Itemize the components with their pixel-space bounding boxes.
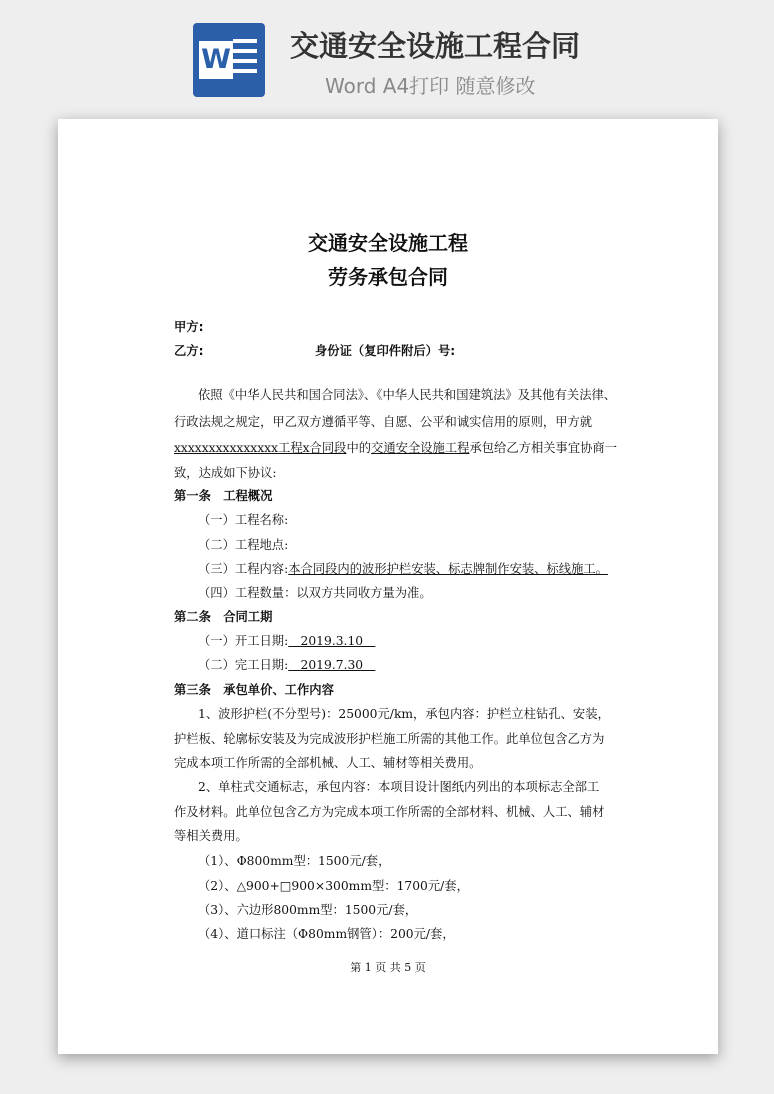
- start-date-line: [198, 632, 375, 650]
- article-1-item-4: （四）工程数量：以双方共同收方量为准。: [198, 586, 432, 600]
- para-1-line-3: 完成本项工作所需的全部机械、人工、辅材等相关费用。: [174, 756, 482, 770]
- price-item-3: （3）、六边形800mm型：1500元/套，: [198, 903, 418, 917]
- price-item-4: （4）、道口标注（Φ80mm钢管）：200元/套，: [198, 927, 455, 941]
- para-1-line-2: 护栏板、轮廓标安装及为完成波形护栏施工所需的其他工作。此单位包含乙方为: [174, 732, 605, 746]
- party-b-label: 乙方:: [174, 344, 204, 358]
- intro-line-3: [174, 439, 617, 457]
- banner-subtitle: Word A4打印 随意修改: [325, 74, 536, 98]
- project-type: 交通安全设施工程: [371, 441, 470, 455]
- start-date-value: 2019.3.10: [288, 634, 376, 648]
- article-1-heading: 第一条 工程概况: [174, 489, 273, 503]
- document-page: [58, 119, 718, 1054]
- price-item-1: （1）、Φ800mm型：1500元/套，: [198, 854, 391, 868]
- end-date-line: [198, 656, 375, 674]
- banner: [0, 0, 774, 110]
- word-document-icon: [193, 23, 265, 97]
- doc-title-line2: 劳务承包合同: [328, 265, 448, 289]
- party-a-label: 甲方:: [174, 320, 204, 334]
- article-1-item-3-value: 本合同段内的波形护栏安装、标志牌制作安装、标线施工。: [288, 562, 608, 576]
- end-date-value: 2019.7.30: [288, 658, 376, 672]
- word-icon-letter: W: [199, 41, 233, 79]
- intro-line-1: 依照《中华人民共和国合同法》、《中华人民共和国建筑法》及其他有关法律、: [198, 388, 617, 402]
- intro-connector: 中的: [346, 441, 372, 455]
- para-2-line-1: 2、单柱式交通标志，承包内容：本项目设计图纸内列出的本项标志全部工: [198, 780, 600, 794]
- intro-line-4: 致，达成如下协议:: [174, 466, 277, 480]
- doc-title-line1: 交通安全设施工程: [308, 231, 468, 255]
- article-1-item-3: [198, 560, 608, 578]
- id-card-label: 身份证（复印件附后）号:: [315, 344, 456, 358]
- start-date-label: （一）开工日期:: [198, 634, 289, 648]
- project-name: xxxxxxxxxxxxxxx工程x合同段: [174, 441, 347, 455]
- article-3-heading: 第三条 承包单价、工作内容: [174, 683, 334, 697]
- price-item-2: （2）、△900+□900×300mm型：1700元/套，: [198, 879, 469, 893]
- end-date-label: （二）完工日期:: [198, 658, 289, 672]
- article-1-item-2: （二）工程地点:: [198, 538, 289, 552]
- para-2-line-2: 作及材料。此单位包含乙方为完成本项工作所需的全部材料、机械、人工、辅材: [174, 805, 605, 819]
- article-2-heading: 第二条 合同工期: [174, 610, 273, 624]
- article-1-item-1: （一）工程名称:: [198, 513, 289, 527]
- para-2-line-3: 等相关费用。: [174, 829, 248, 843]
- para-1-line-1: 1、波形护栏(不分型号)：25000元/km，承包内容：护栏立柱钻孔、安装，: [198, 707, 610, 721]
- intro-line-2: 行政法规之规定，甲乙双方遵循平等、自愿、公平和诚实信用的原则，甲方就: [174, 415, 593, 429]
- intro-tail: 承包给乙方相关事宜协商一: [469, 441, 618, 455]
- page-number-footer: 第 1 页 共 5 页: [350, 961, 426, 974]
- article-1-item-3-label: （三）工程内容:: [198, 562, 289, 576]
- banner-title: 交通安全设施工程合同: [290, 29, 581, 63]
